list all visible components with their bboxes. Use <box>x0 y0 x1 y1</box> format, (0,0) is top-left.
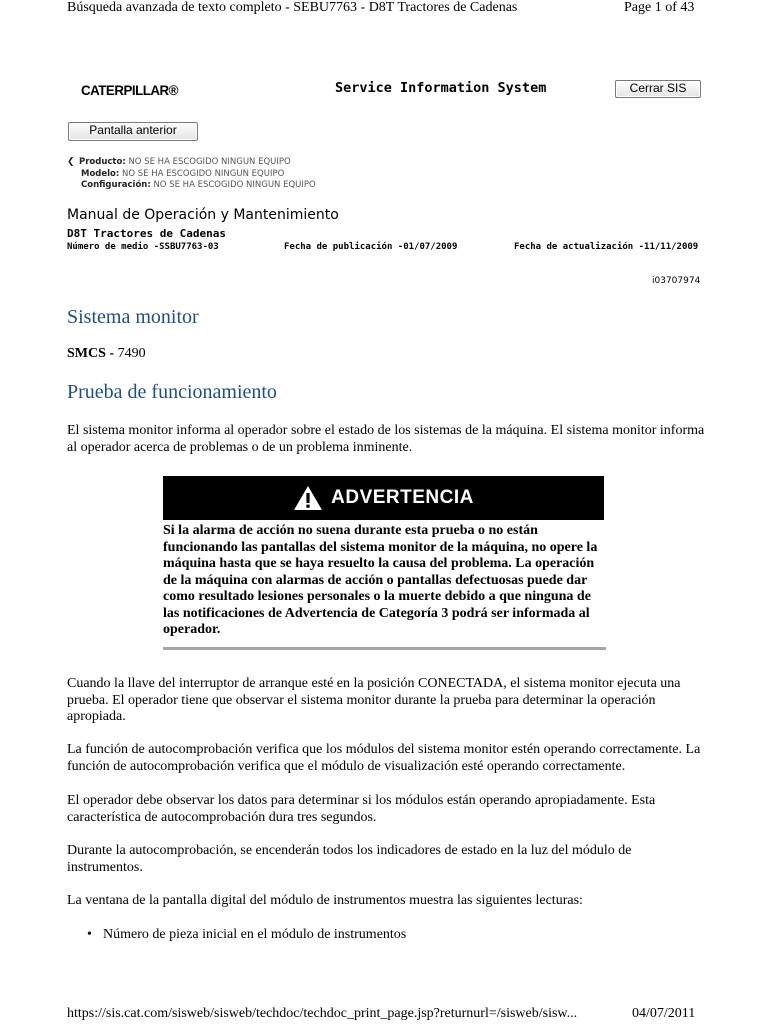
smcs-label: SMCS - <box>67 346 115 361</box>
model-label: Modelo: <box>81 169 120 179</box>
previous-screen-button[interactable]: Pantalla anterior <box>68 122 198 141</box>
model-row <box>81 169 284 179</box>
chevron-left-icon[interactable]: ❮ <box>67 157 75 167</box>
footer-date: 04/07/2011 <box>632 1006 696 1021</box>
page-count: Page 1 of 43 <box>624 0 695 15</box>
paragraph-1: El sistema monitor informa al operador sobre el estado de los sistemas de la máquina. El sistema monitor informa al operador acerca de problemas o de un problema inminente. <box>67 423 705 455</box>
sis-title: Service Information System <box>335 80 547 96</box>
document-id: i03707974 <box>652 276 701 286</box>
warning-text: Si la alarma de acción no suena durante esta prueba o no están funcionando las pantallas del sistema monitor de la máquina, no opere la máquina hasta que se haya resuelto la causa del problema. La operación de la máquina con alarmas de acción o pantallas defectuosas puede dar como resultado lesiones personales o la muerte debido a que ninguna de las notificaciones de Advertencia de Categoría 3 podrá ser informada al operador. <box>163 523 598 637</box>
list-item-text: Número de pieza inicial en el módulo de instrumentos <box>103 927 407 942</box>
print-header-title: Búsqueda avanzada de texto completo - SEBU7763 - D8T Tractores de Cadenas <box>67 0 518 15</box>
warning-banner <box>163 476 604 520</box>
paragraph-6: La ventana de la pantalla digital del módulo de instrumentos muestra las siguientes lecturas: <box>67 893 583 908</box>
update-date: Fecha de actualización -11/11/2009 <box>514 242 699 252</box>
model-value: NO SE HA ESCOGIDO NINGUN EQUIPO <box>122 169 285 179</box>
bullet-icon: • <box>87 927 92 942</box>
product-label: Producto: <box>79 157 126 167</box>
product-row <box>67 157 291 167</box>
paragraph-3: La función de autocomprobación verifica que los módulos del sistema monitor estén operando correctamente. La función de autocomprobación verifica que el módulo de visualización esté operando correctamente. <box>67 742 701 774</box>
paragraph-2: Cuando la llave del interruptor de arranque esté en la posición CONECTADA, el sistema monitor ejecuta una prueba. El operador tiene que observar el sistema monitor durante la prueba para determinar la operación apropiada. <box>67 676 681 724</box>
caterpillar-logo: CATERPILLAR® <box>81 82 178 98</box>
product-value: NO SE HA ESCOGIDO NINGUN EQUIPO <box>128 157 291 167</box>
warning-triangle-icon <box>293 485 323 511</box>
list-item <box>87 927 406 943</box>
manual-title: Manual de Operación y Mantenimiento <box>67 207 339 223</box>
close-sis-button[interactable]: Cerrar SIS <box>615 80 701 98</box>
footer-url: https://sis.cat.com/sisweb/sisweb/techdoc/techdoc_print_page.jsp?returnurl=/sisweb/sisw... <box>67 1006 578 1021</box>
warning-title: ADVERTENCIA <box>331 487 474 508</box>
paragraph-5: Durante la autocomprobación, se encenderán todos los indicadores de estado en la luz del módulo de instrumentos. <box>67 843 632 875</box>
manual-subtitle: D8T Tractores de Cadenas <box>67 227 226 240</box>
warning-divider <box>163 647 606 650</box>
heading-prueba: Prueba de funcionamiento <box>67 381 277 403</box>
configuration-row <box>81 180 316 190</box>
configuration-value: NO SE HA ESCOGIDO NINGUN EQUIPO <box>153 180 316 190</box>
publication-date: Fecha de publicación -01/07/2009 <box>284 242 458 252</box>
configuration-label: Configuración: <box>81 180 151 190</box>
heading-sistema-monitor: Sistema monitor <box>67 306 199 328</box>
smcs-line <box>67 346 146 362</box>
paragraph-4: El operador debe observar los datos para determinar si los módulos están operando apropiadamente. Esta característica de autocomprobación dura tres segundos. <box>67 793 656 825</box>
media-number: Número de medio -SSBU7763-03 <box>67 242 219 252</box>
smcs-value: 7490 <box>117 346 146 361</box>
